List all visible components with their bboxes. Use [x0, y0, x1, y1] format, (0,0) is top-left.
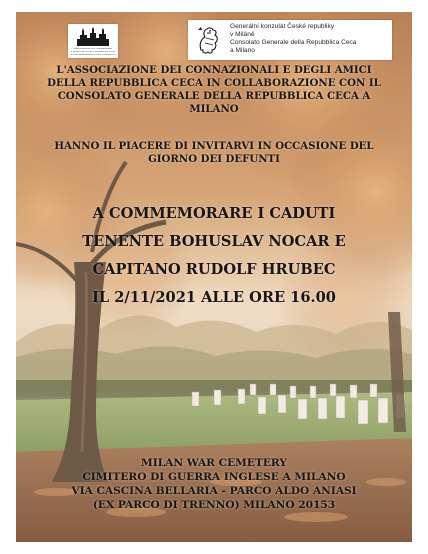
invite-line: HANNO IL PIACERE DI INVITARVI IN OCCASIONE DEL: [54, 140, 374, 152]
castle-silhouette-icon: [76, 27, 110, 47]
address-line: (EX PARCO DI TRENNO) MILANO 20153: [92, 499, 336, 511]
intro-line: MILANO: [189, 103, 239, 115]
association-logo: [68, 24, 118, 58]
invite-line: GIORNO DEI DEFUNTI: [148, 153, 280, 165]
commemoration-line: CAPITANO RUDOLF HRUBEC: [92, 261, 336, 278]
address-line: CIMITERO DI GUERRA INGLESE A MILANO: [82, 471, 346, 483]
intro-line: CONSOLATO GENERALE DELLA REPUBBLICA CECA A: [57, 90, 371, 102]
association-logo-line: IN COLLABORAZIONE CON IL CONSOLATO: [70, 54, 116, 56]
event-date-time: IL 2/11/2021 ALLE ORE 16.00: [92, 289, 336, 306]
invitation-poster: [16, 12, 412, 542]
commemoration-line: A COMMEMORARE I CADUTI: [92, 205, 336, 222]
association-logo-line: E DEGLI AMICI DELLA REPUBBLICA CECA: [70, 51, 116, 53]
consulate-logo-text: [230, 23, 356, 55]
address-line: MILAN WAR CEMETERY: [141, 457, 287, 469]
czech-lion-emblem-icon: [192, 24, 224, 56]
intro-line: L'ASSOCIAZIONE DEI CONNAZIONALI E DEGLI AMICI: [56, 64, 372, 76]
consulate-logo-line: Consolato Generale della Repubblica Ceca: [230, 39, 357, 46]
consulate-logo: [188, 20, 392, 60]
commemoration-line: TENENTE BOHUSLAV NOCAR E: [82, 233, 346, 250]
association-logo-line: ASSOCIAZIONE DEI CONNAZIONALI: [73, 48, 113, 50]
consulate-logo-line: v Miláně: [230, 31, 255, 38]
address-line: VIA CASCINA BELLARIA - PARCO ALDO ANIASI: [71, 485, 357, 497]
consulate-logo-line: a Milano: [230, 47, 255, 54]
consulate-logo-line: Generální konzulát České republiky: [230, 23, 335, 30]
intro-line: DELLA REPUBBLICA CECA IN COLLABORAZIONE CON IL: [47, 77, 381, 89]
